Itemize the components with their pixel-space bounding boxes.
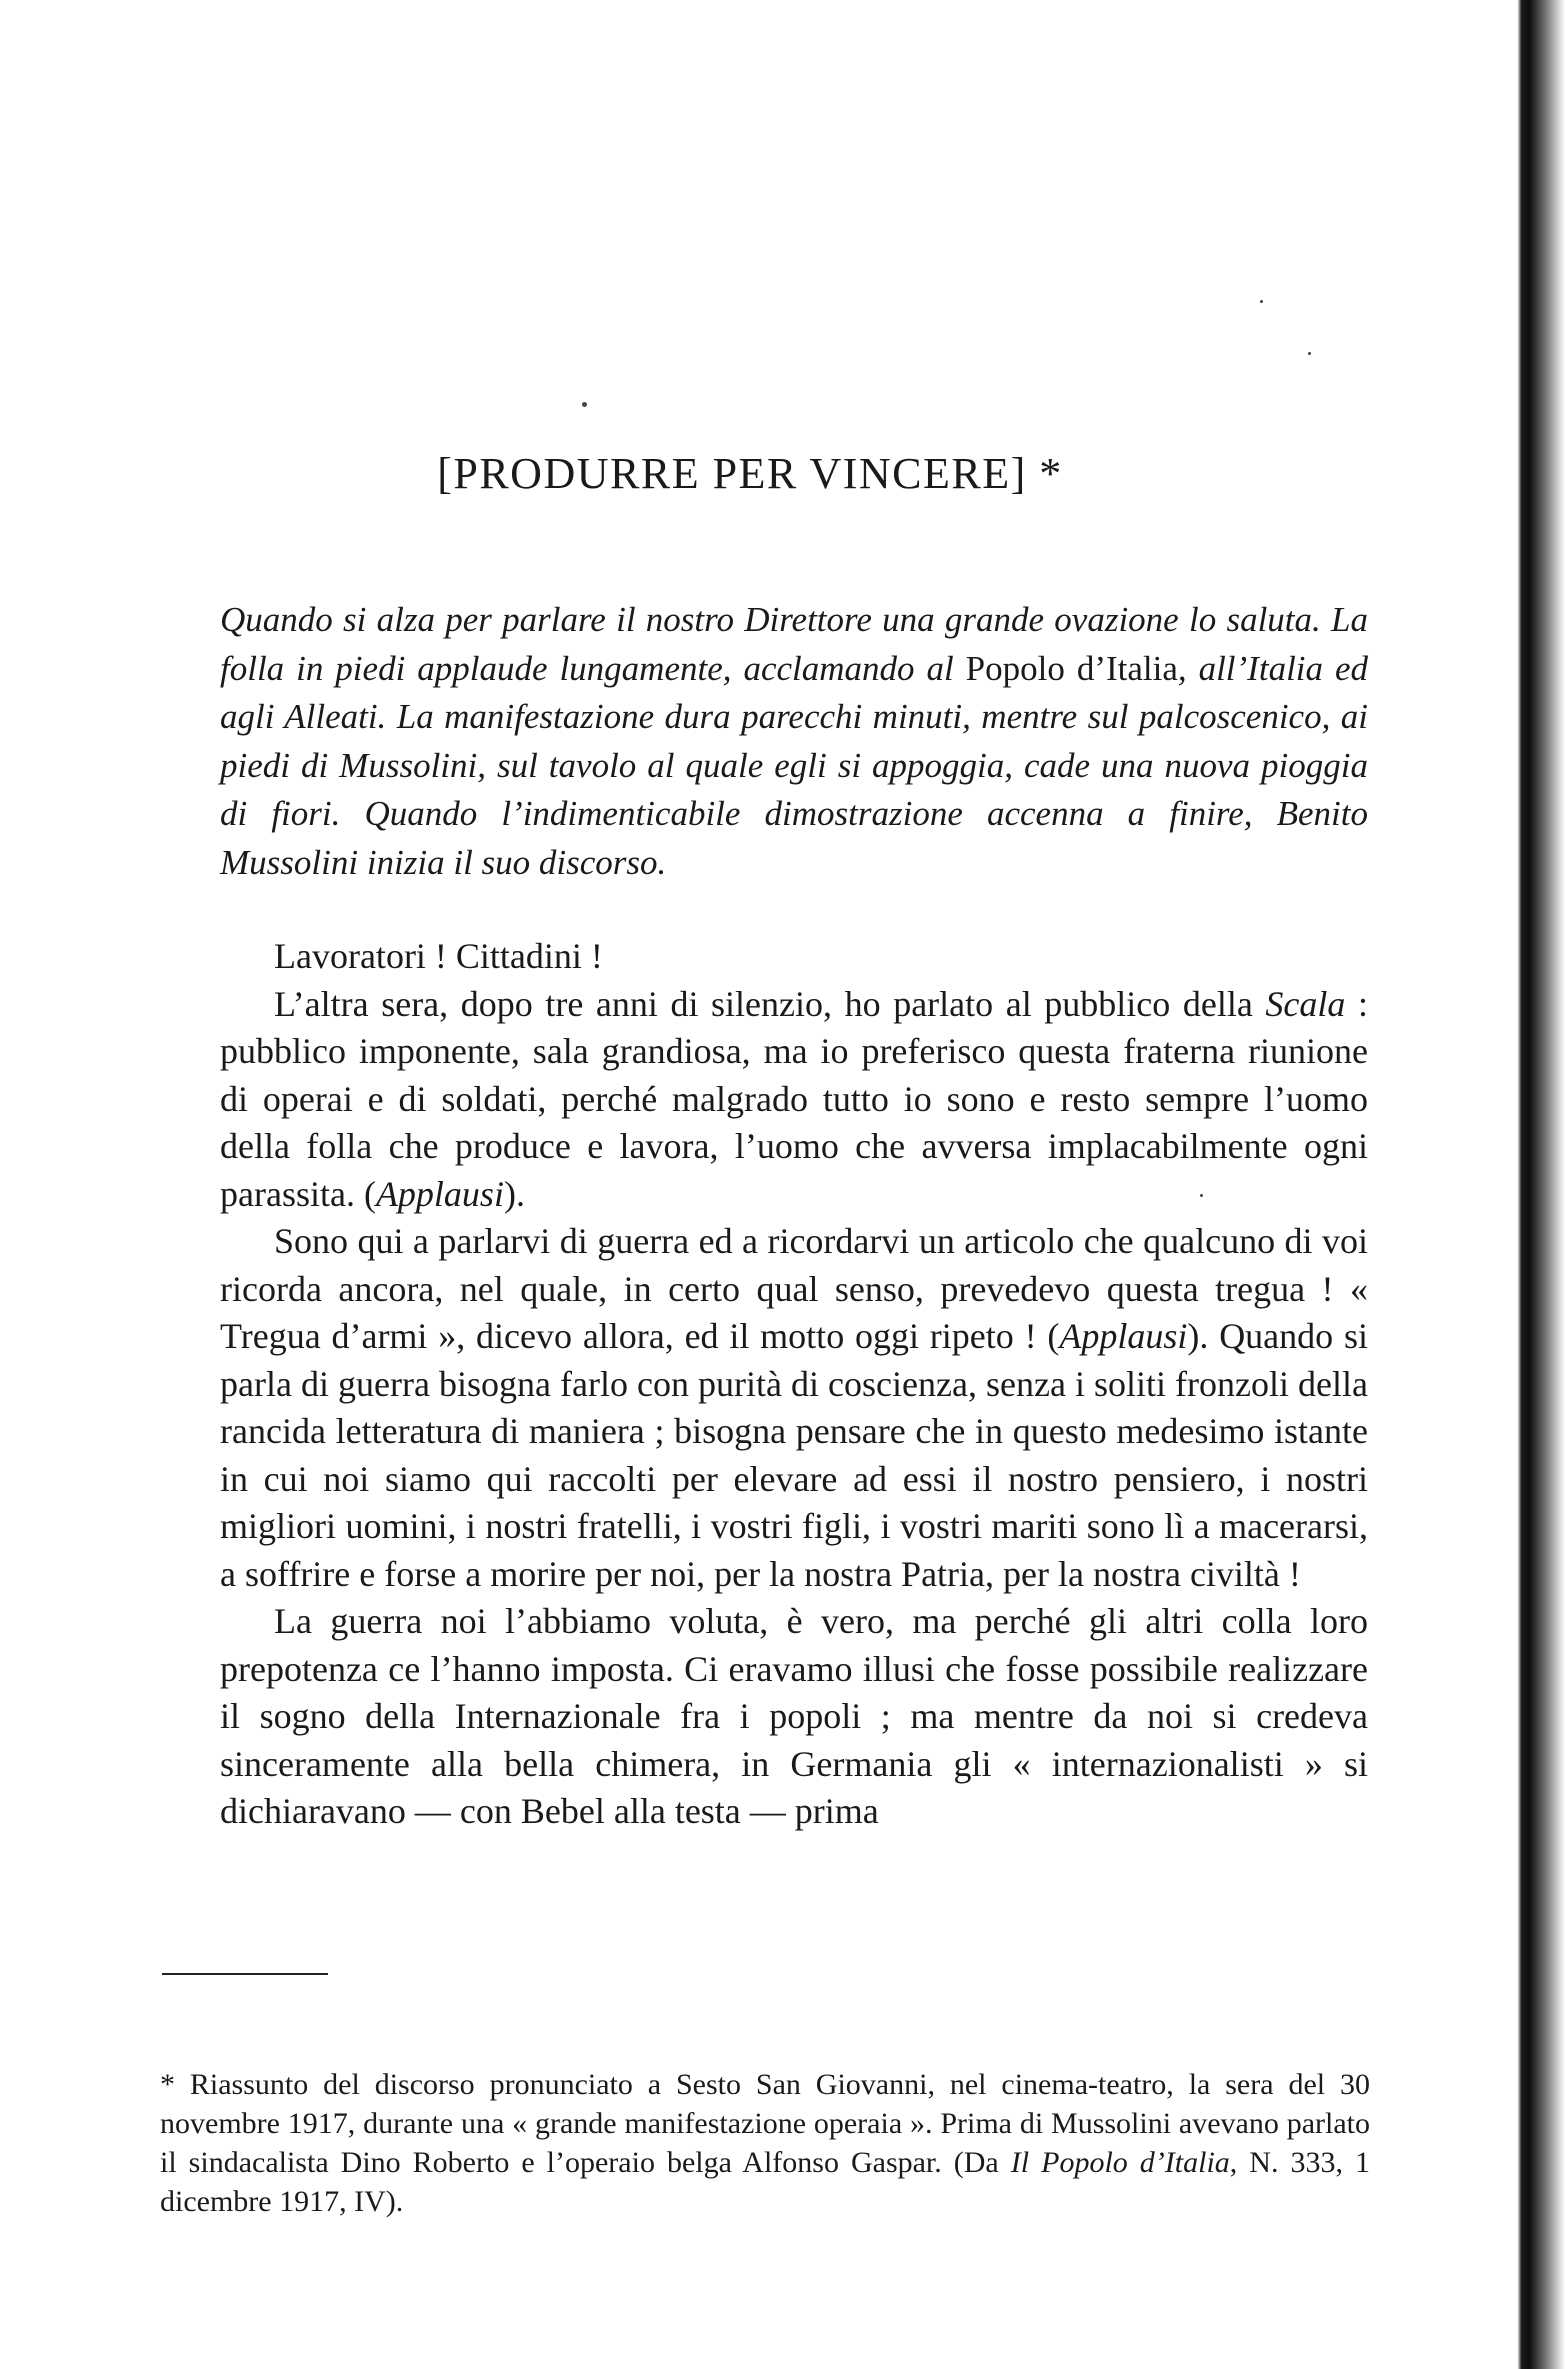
speech-paragraph-2 [220, 1218, 1368, 1598]
speech-greeting: Lavoratori ! Cittadini ! [274, 936, 603, 976]
p1-scala: Scala [1265, 983, 1346, 1024]
p1-start: L’altra sera, dopo tre anni di silenzio, ho parlato al pubblico della [274, 983, 1266, 1024]
intro-paragraph [220, 596, 1368, 887]
footnote [160, 2065, 1370, 2221]
p2-start: Sono qui a parlarvi di guerra ed a ricordarvi un articolo che qualcuno di voi ricorda ancora, nel quale, in certo qual senso, prevedevo questa tregua ! « Tregua d’armi », dicevo allora, ed il motto oggi ripeto ! ( [220, 1221, 1368, 1356]
intro-text-start: Quando si alza per parlare il nostro Direttore una grande ovazione lo saluta. La folla in piedi applaude lungamente, acclamando al [220, 600, 1368, 688]
binding-edge [1497, 0, 1565, 2369]
page-title: [PRODURRE PER VINCERE] * [437, 449, 1063, 498]
p1-end: ). [503, 1173, 525, 1214]
scan-speck [1308, 352, 1311, 355]
p2-applause: Applausi [1059, 1316, 1188, 1356]
p1-applause: Applausi [375, 1173, 504, 1214]
scan-speck [1260, 300, 1263, 303]
speech-paragraph-3: La guerra noi l’abbiamo voluta, è vero, ma perché gli altri colla loro prepotenza ce l’hanno imposta. Ci eravamo illusi che fosse possibile realizzare il sogno della Internazionale fra i popoli ; ma mentre da noi si credeva sinceramente alla bella chimera, in Germania gli « internazionalisti » si dichiaravano — con Bebel alla testa — prima [220, 1601, 1368, 1831]
intro-newspaper-name: Popolo d’Italia [965, 648, 1178, 688]
speech-text [220, 933, 1368, 1836]
intro-text-end: , all’Italia ed agli Alleati. La manifestazione dura parecchi minuti, mentre sul palcoscenico, ai piedi di Mussolini, sul tavolo al quale egli si appoggia, cade una nuova pioggia di fiori. Quando l’indimenticabile dimostrazione accenna a finire, Benito Mussolini inizia il suo discorso. [220, 648, 1369, 882]
speech-paragraph-1 [220, 981, 1368, 1219]
footnote-start: * Riassunto del discorso pronunciato a Sesto San Giovanni, nel cinema-teatro, la sera del 30 novembre 1917, durante una « grande manifestazione operaia ». Prima di Mussolini avevano parlato il sindacalista Dino Roberto e l’operaio belga Alfonso Gaspar. (Da [160, 2068, 1370, 2179]
scan-speck [582, 402, 587, 407]
footnote-newspaper: Il Popolo d’Italia [1010, 2146, 1230, 2179]
p1-middle: : pubblico imponente, sala grandiosa, ma io preferisco questa fraterna riunione di operai e di soldati, perché malgrado tutto io sono e resto sempre l’uomo della folla che produce e lavora, l’uomo che avversa implacabilmente ogni parassita. ( [220, 983, 1368, 1214]
footnote-end: , N. 333, 1 dicembre 1917, IV). [160, 2146, 1370, 2218]
p2-end: ). Quando si parla di guerra bisogna farlo con purità di coscienza, senza i soliti fronzoli della rancida letteratura di maniera ; bisogna pensare che in questo medesimo istante in cui noi siamo qui raccolti per elevare ad essi il nostro pensiero, i nostri migliori uomini, i nostri fratelli, i vostri figli, i vostri mariti sono lì a macerarsi, a soffrire e forse a morire per noi, per la nostra Patria, per la nostra civiltà ! [220, 1316, 1368, 1594]
footnote-divider [162, 1973, 328, 1975]
